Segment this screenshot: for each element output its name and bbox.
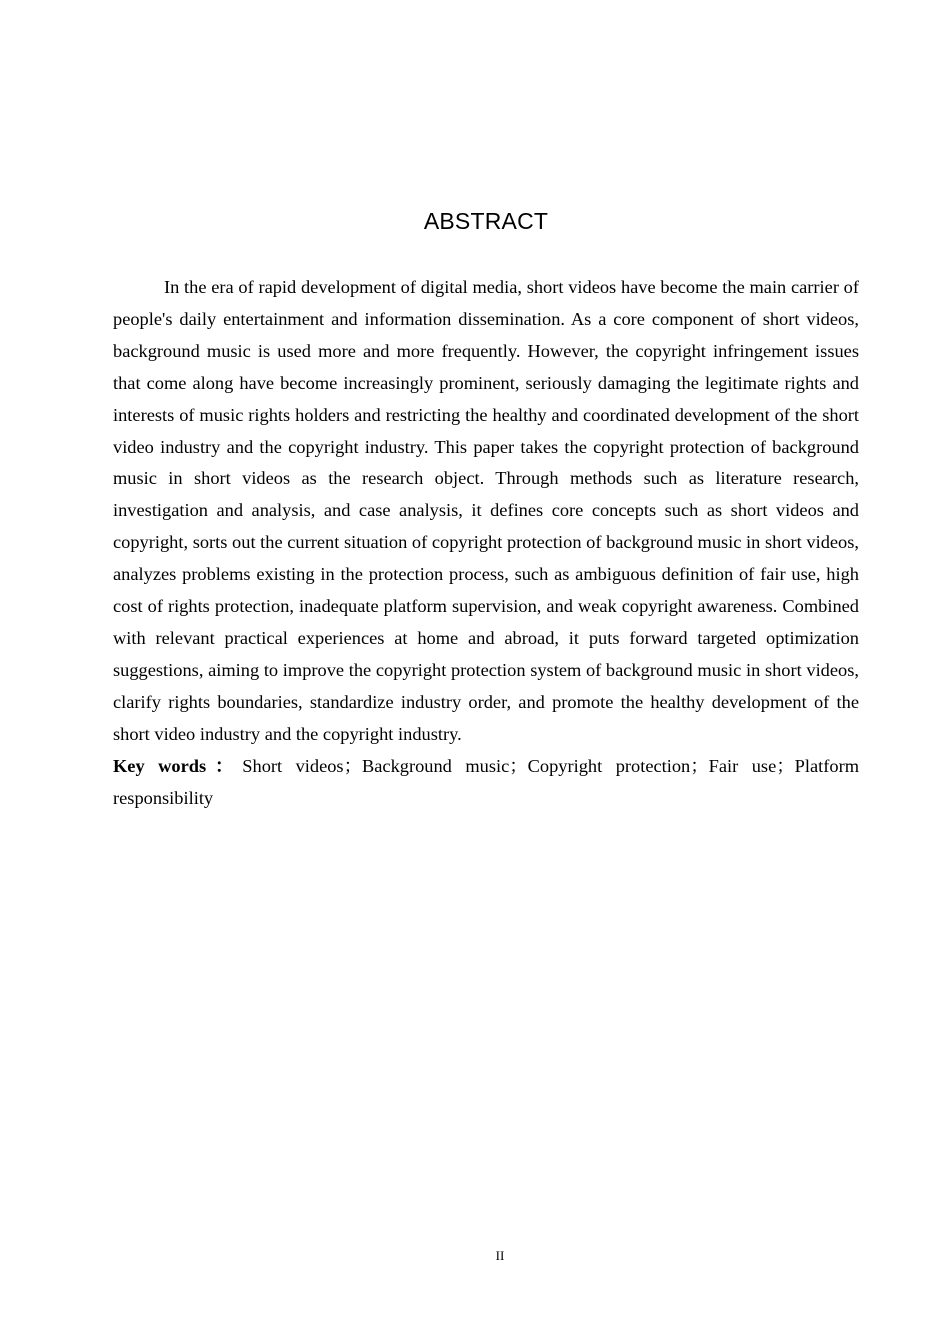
keywords-label: Key words： — [113, 755, 243, 776]
abstract-body — [113, 272, 859, 814]
abstract-title: ABSTRACT — [423, 208, 549, 234]
keywords-line — [113, 751, 859, 815]
page-number: II — [495, 1248, 505, 1263]
abstract-paragraph: In the era of rapid development of digital media, short videos have become the main carrier of people's daily entertainment and information dissemination. As a core component of short videos, background music is used more and more frequently. However, the copyright infringement issues that come along have become increasingly prominent, seriously damaging the legitimate rights and interests of music rights holders and restricting the healthy and coordinated development of the short video industry and the copyright industry. This paper takes the copyright protection of background music in short videos as the research object. Through methods such as literature research, investigation and analysis, and case analysis, it defines core concepts such as short videos and copyright, sorts out the current situation of copyright protection of background music in short videos, analyzes problems existing in the protection process, such as ambiguous definition of fair use, high cost of rights protection, inadequate platform supervision, and weak copyright awareness. Combined with relevant practical experiences at home and abroad, it puts forward targeted optimization suggestions, aiming to improve the copyright protection system of background music in short videos, clarify rights boundaries, standardize industry order, and promote the healthy development of the short video industry and the copyright industry. — [113, 277, 859, 744]
keywords-list: Short videos；Background music；Copyright protection；Fair use；Platform responsibility — [113, 755, 859, 808]
